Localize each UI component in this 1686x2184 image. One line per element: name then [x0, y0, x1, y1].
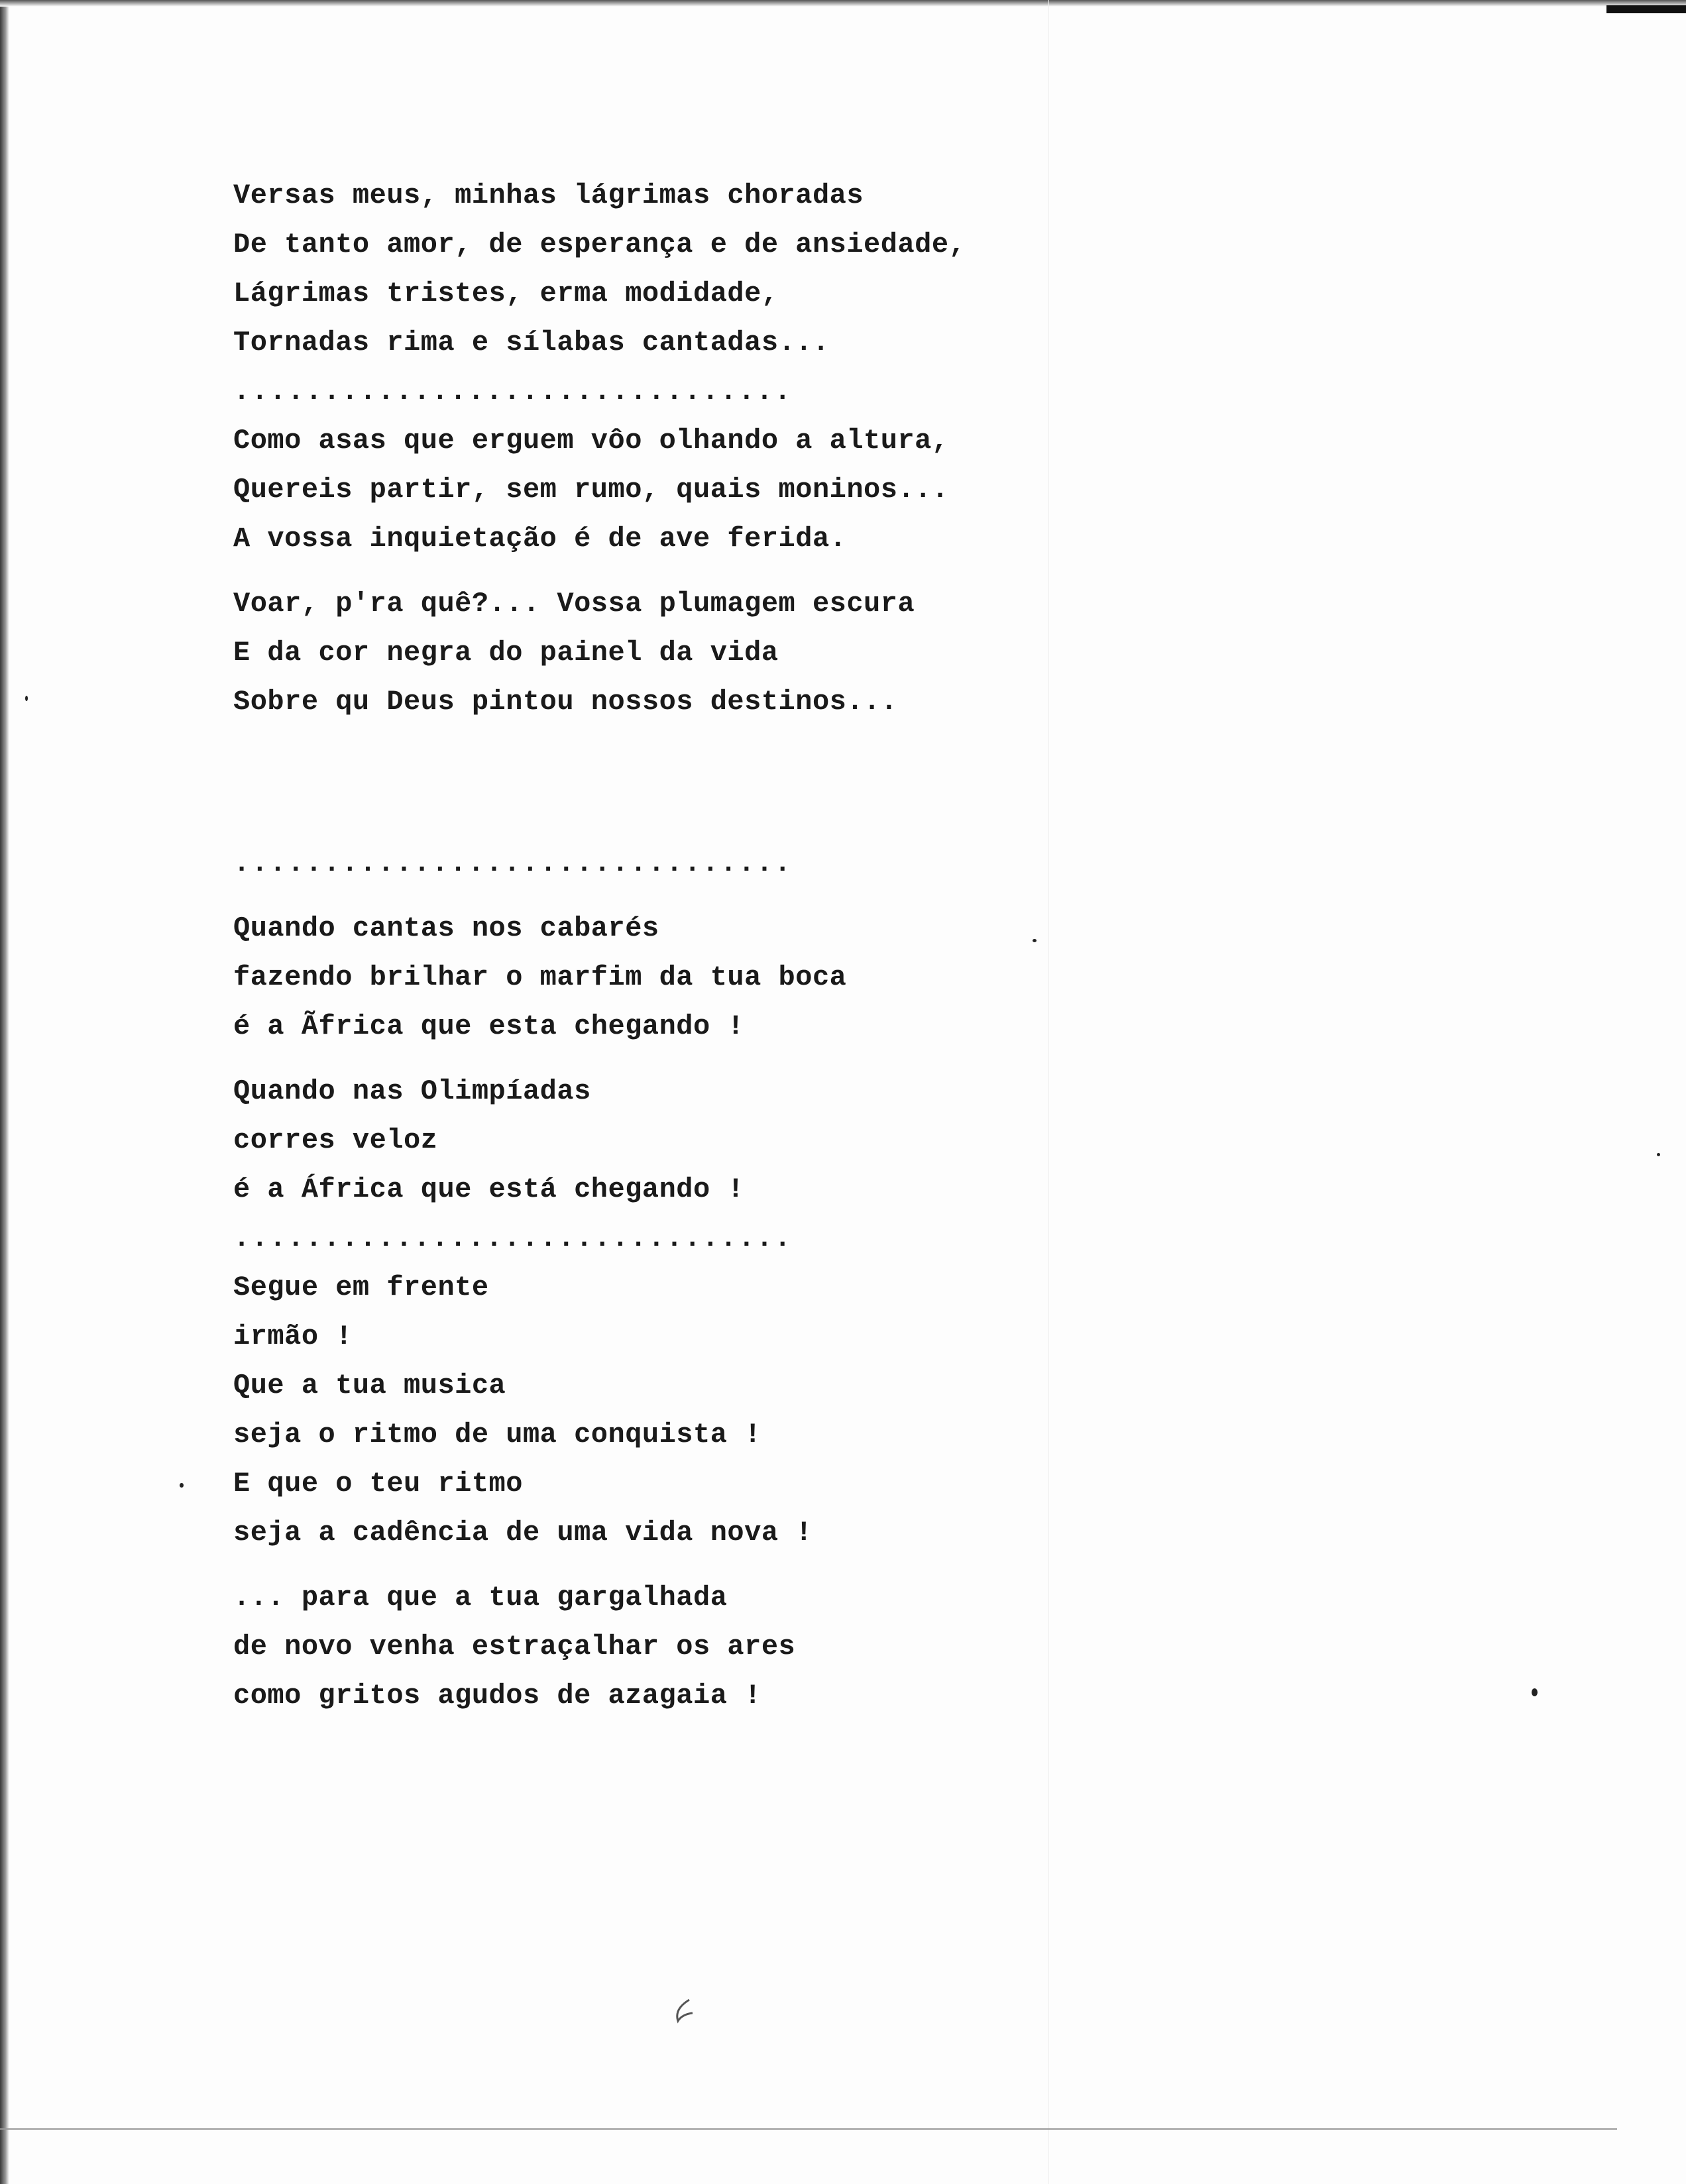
- stanza: [233, 171, 1062, 367]
- bottom-rule: [0, 2128, 1617, 2130]
- verse-line: irmão !: [233, 1321, 353, 1352]
- verse-line: corres veloz: [233, 1124, 438, 1156]
- stanza: [233, 416, 1062, 563]
- ink-speck: [1657, 1153, 1660, 1156]
- dotted-separator: ...............................: [233, 847, 793, 879]
- ink-speck: [25, 696, 28, 701]
- scan-edge-top-right: [1606, 5, 1686, 13]
- verse-line: E que o teu ritmo: [233, 1468, 523, 1500]
- verse-line: fazendo brilhar o marfim da tua boca: [233, 961, 847, 993]
- scan-edge-top: [0, 0, 1686, 7]
- scan-edge-left: [0, 0, 9, 2184]
- verse-line: E da cor negra do painel da vida: [233, 637, 779, 669]
- ink-speck: [1532, 1688, 1538, 1696]
- verse-line: Versas meus, minhas lágrimas choradas: [233, 180, 864, 211]
- verse-line: é a África que está chegando !: [233, 1174, 745, 1205]
- stanza: [233, 579, 1062, 726]
- stanza: [233, 904, 1062, 1051]
- dotted-separator: ...............................: [233, 376, 793, 408]
- dotted-separator: ...............................: [233, 1223, 793, 1254]
- verse-line: A vossa inquietação é de ave ferida.: [233, 523, 847, 555]
- verse-line: Tornadas rima e sílabas cantadas...: [233, 327, 830, 358]
- verse-line: Quereis partir, sem rumo, quais moninos...: [233, 474, 949, 506]
- verse-line: como gritos agudos de azagaia !: [233, 1680, 761, 1712]
- verse-line: Quando nas Olimpíadas: [233, 1075, 591, 1107]
- verse-line: Que a tua musica: [233, 1370, 506, 1401]
- verse-line: Como asas que erguem vôo olhando a altura,: [233, 425, 949, 457]
- poem-text: [233, 171, 1062, 1720]
- stanza: [233, 1263, 1062, 1557]
- verse-line: Voar, p'ra quê?... Vossa plumagem escura: [233, 588, 915, 620]
- verse-line: de novo venha estraçalhar os ares: [233, 1631, 796, 1663]
- verse-line: De tanto amor, de esperança e de ansiedade,: [233, 229, 966, 260]
- verse-line: Quando cantas nos cabarés: [233, 912, 659, 944]
- verse-line: Segue em frente: [233, 1272, 489, 1303]
- verse-line: ... para que a tua gargalhada: [233, 1582, 728, 1613]
- verse-line: Lágrimas tristes, erma modidade,: [233, 278, 779, 309]
- verse-line: é a Ãfrica que esta chegando !: [233, 1010, 745, 1042]
- verse-line: Sobre qu Deus pintou nossos destinos...: [233, 686, 898, 718]
- stanza: [233, 1573, 1062, 1720]
- verse-line: seja a cadência de uma vida nova !: [233, 1517, 813, 1549]
- pencil-mark-icon: [666, 1994, 699, 2028]
- stanza: [233, 1067, 1062, 1214]
- ink-speck: [180, 1483, 184, 1488]
- verse-line: seja o ritmo de uma conquista !: [233, 1419, 761, 1450]
